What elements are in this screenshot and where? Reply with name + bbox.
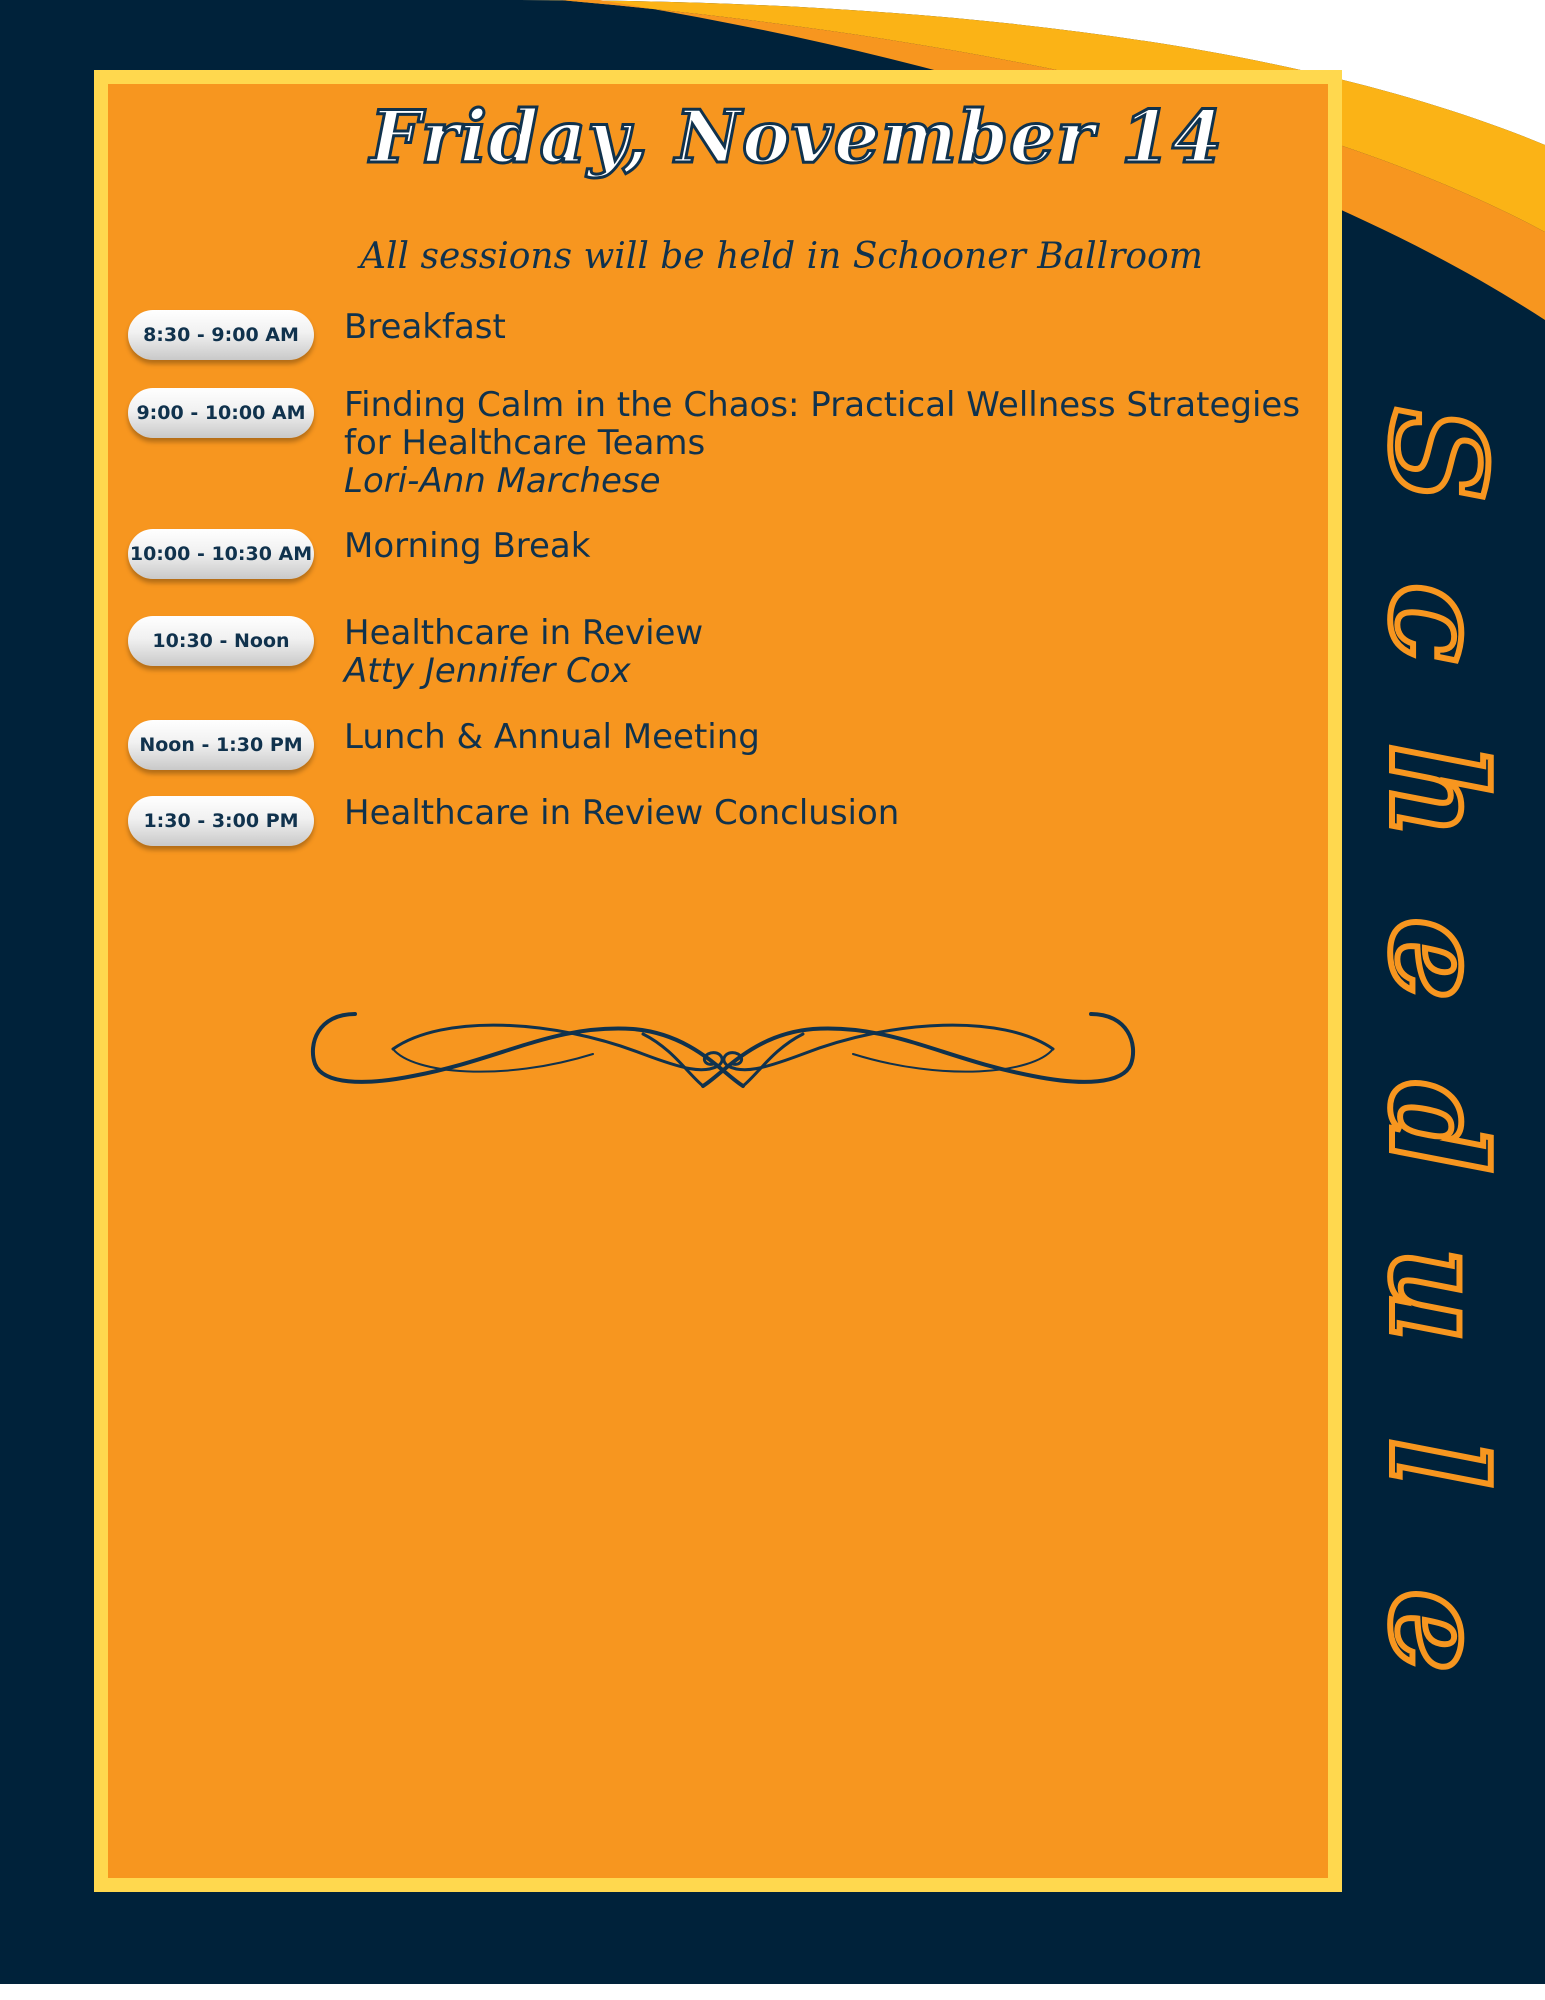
schedule-letter: c <box>1361 583 1514 663</box>
time-pill: 8:30 - 9:00 AM <box>128 310 314 360</box>
time-pill: 10:30 - Noon <box>128 616 314 666</box>
venue-subtitle: All sessions will be held in Schooner Ballroom <box>360 236 1203 277</box>
session-details <box>344 718 1304 756</box>
time-pill: Noon - 1:30 PM <box>128 720 314 770</box>
schedule-letter: S <box>1361 408 1514 502</box>
time-pill: 10:00 - 10:30 AM <box>128 529 314 579</box>
day-title: Friday, November 14 <box>370 94 1224 179</box>
session-title: Lunch & Annual Meeting <box>344 717 760 757</box>
schedule-letter: u <box>1361 1247 1514 1343</box>
session-details <box>344 527 1304 565</box>
session-speaker: Atty Jennifer Cox <box>344 651 631 691</box>
schedule-letter: e <box>1361 1589 1514 1673</box>
session-title: Finding Calm in the Chaos: Practical Wellness Strategies for Healthcare Teams <box>344 385 1301 463</box>
schedule-vertical-label <box>1352 380 1522 1730</box>
session-title: Breakfast <box>344 307 506 347</box>
time-pill: 1:30 - 3:00 PM <box>128 796 314 846</box>
session-title: Morning Break <box>344 526 591 566</box>
session-details <box>344 308 1304 346</box>
schedule-letter: h <box>1361 743 1514 839</box>
session-title: Healthcare in Review Conclusion <box>344 793 900 833</box>
session-details <box>344 614 1304 690</box>
schedule-panel <box>94 70 1342 1892</box>
schedule-letter: e <box>1361 917 1514 1001</box>
session-details <box>344 386 1304 500</box>
time-pill: 9:00 - 10:00 AM <box>128 388 314 438</box>
schedule-letter: l <box>1361 1438 1514 1488</box>
session-title: Healthcare in Review <box>344 613 704 653</box>
session-speaker: Lori-Ann Marchese <box>344 461 661 501</box>
flourish-divider-icon <box>303 1004 1143 1104</box>
session-details <box>344 794 1304 832</box>
schedule-letter: d <box>1361 1081 1514 1173</box>
